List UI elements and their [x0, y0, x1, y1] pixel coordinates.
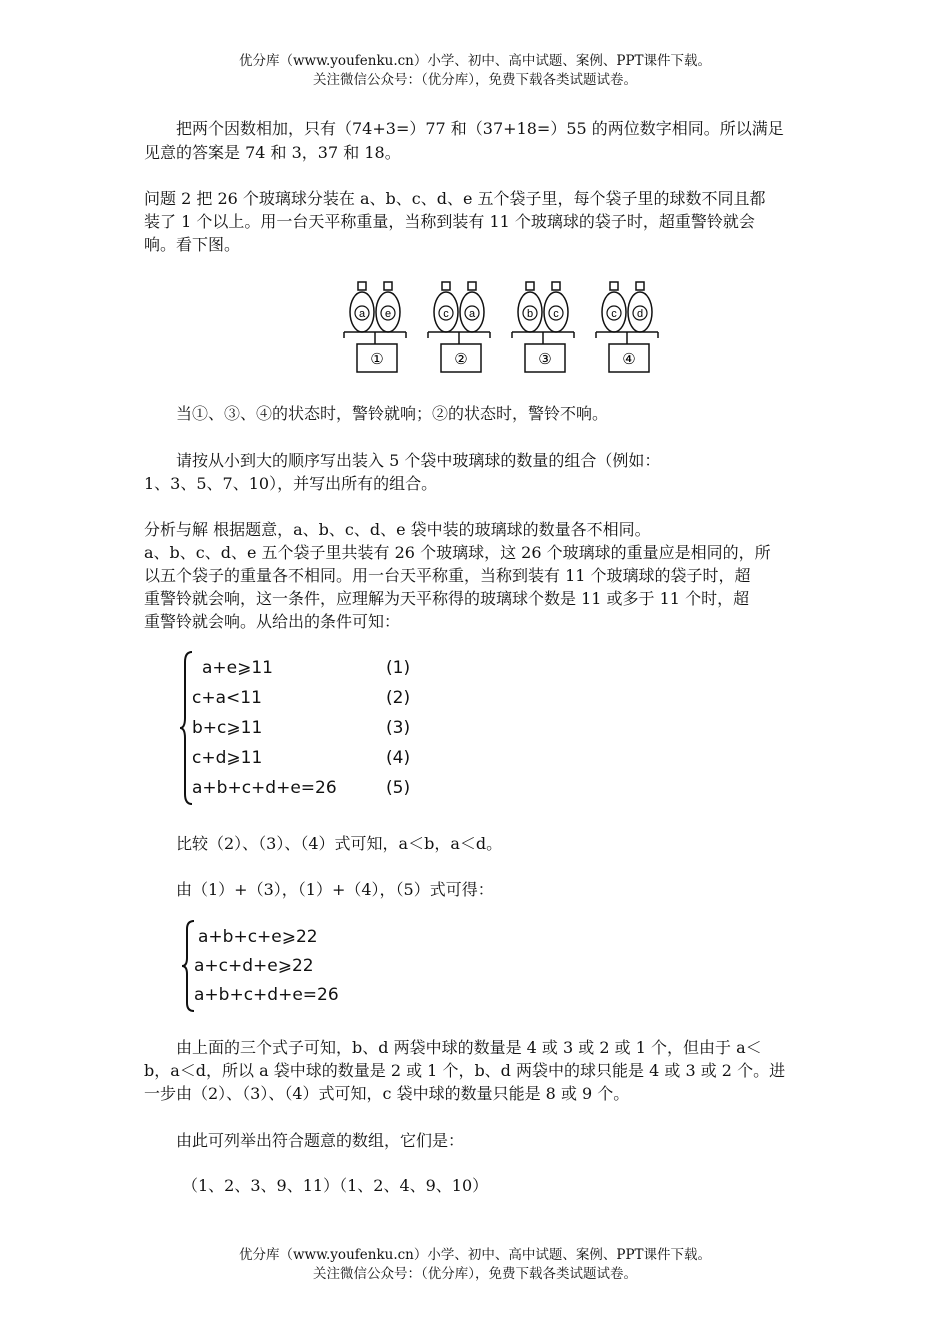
eq-1-tag: (1): [386, 658, 411, 678]
compare-sentence: 比较（2）、（3）、（4）式可知，a＜b，a＜d。: [176, 834, 503, 853]
balance-scale-figure: [340, 280, 680, 380]
bag-right: [460, 282, 484, 332]
bag-label: e: [384, 308, 392, 320]
bag-label: a: [468, 308, 476, 320]
inequality-system-2: [194, 925, 394, 1015]
bag-left: [434, 282, 458, 332]
ask-line-1: 请按从小到大的顺序写出装入 5 个袋中玻璃球的数量的组合（例如：: [176, 451, 661, 470]
eq-3-expr: b+c⩾11: [192, 718, 263, 738]
analysis-line-5: 重警铃就会响。从给出的条件可知：: [144, 612, 401, 631]
conclusion-line-1: 由上面的三个式子可知，b、d 两袋中球的数量是 4 或 3 或 2 或 1 个，但由于 a＜: [176, 1038, 762, 1057]
scale-number: ③: [538, 350, 552, 368]
scale-3: [512, 282, 574, 372]
conclusion-line-3: 一步由（2）、（3）、（4）式可知，c 袋中球的数量只能是 8 或 9 个。: [144, 1084, 630, 1103]
analysis-line-2: a、b、c、d、e 五个袋子里共装有 26 个玻璃球，这 26 个玻璃球的重量应是相同的，所: [144, 543, 771, 562]
question-2-line-1: 问题 2 把 26 个玻璃球分装在 a、b、c、d、e 五个袋子里，每个袋子里的球数不同且都: [144, 189, 766, 208]
para-1-line-2: 见意的答案是 74 和 3，37 和 18。: [144, 143, 401, 162]
para-1-line-1: 把两个因数相加，只有（74+3=）77 和（37+18=）55 的两位数字相同。所以满足: [176, 119, 784, 138]
analysis-line-1: 分析与解 根据题意，a、b、c、d、e 袋中装的玻璃球的数量各不相同。: [144, 520, 651, 539]
eq-4-tag: (4): [386, 748, 411, 768]
analysis-line-4: 重警铃就会响，这一条件，应理解为天平称得的玻璃球个数是 11 或多于 11 个时，超: [144, 589, 750, 608]
bag-label: c: [611, 308, 617, 320]
bag-right: [544, 282, 568, 332]
footer-line-1: 优分库（www.youfenku.cn）小学、初中、高中试题、案例、PPT课件下载。: [238, 1247, 712, 1263]
bag-label: a: [358, 308, 366, 320]
scale-2: [428, 282, 490, 372]
page-footer: [0, 1246, 950, 1284]
eq2-1-expr: a+b+c+e⩾22: [198, 927, 318, 947]
bag-label: b: [526, 308, 534, 320]
bag-label: d: [636, 308, 644, 320]
footer-line-2: 关注微信公众号：（优分库），免费下载各类试题试卷。: [313, 1266, 637, 1282]
eq-2-expr: c+a<11: [192, 688, 262, 708]
answer-list: （1、2、3、9、11）（1、2、4、9、10）: [182, 1176, 489, 1195]
eq2-3-expr: a+b+c+d+e=26: [194, 985, 339, 1005]
derive-sentence: 由（1）+（3），（1）+（4），（5）式可得：: [176, 880, 494, 899]
eq-4-expr: c+d⩾11: [192, 748, 263, 768]
header-line-1: 优分库（www.youfenku.cn）小学、初中、高中试题、案例、PPT课件下载。: [238, 53, 712, 69]
bag-label: c: [443, 308, 449, 320]
question-2-line-2: 装了 1 个以上。用一台天平称重量，当称到装有 11 个玻璃球的袋子时，超重警铃就会: [144, 212, 755, 231]
bag-right: [376, 282, 400, 332]
question-2-line-3: 响。看下图。: [144, 235, 241, 254]
scale-number: ④: [622, 350, 636, 368]
eq-5-expr: a+b+c+d+e=26: [192, 778, 337, 798]
bag-left: [518, 282, 542, 332]
scale-1: [344, 282, 406, 372]
eq-5-tag: (5): [386, 778, 411, 798]
ask-line-2: 1、3、5、7、10），并写出所有的组合。: [144, 474, 438, 493]
eq-3-tag: (3): [386, 718, 411, 738]
bag-label: c: [553, 308, 559, 320]
eq2-2-expr: a+c+d+e⩾22: [194, 956, 314, 976]
bag-left: [350, 282, 374, 332]
header-line-2: 关注微信公众号：（优分库），免费下载各类试题试卷。: [313, 72, 637, 88]
analysis-line-3: 以五个袋子的重量各不相同。用一台天平称重，当称到装有 11 个玻璃球的袋子时，超: [144, 566, 751, 585]
eq-1-expr: a+e⩾11: [202, 658, 273, 678]
bag-left: [602, 282, 626, 332]
bag-right: [628, 282, 652, 332]
page-header: [0, 52, 950, 90]
conclusion-line-2: b，a＜d，所以 a 袋中球的数量是 2 或 1 个，b、d 两袋中的球只能是 4 或 3 或 2 个。进: [144, 1061, 786, 1080]
state-sentence: 当①、③、④的状态时，警铃就响；②的状态时，警铃不响。: [176, 404, 609, 423]
eq-2-tag: (2): [386, 688, 411, 708]
scale-number: ②: [454, 350, 468, 368]
scale-number: ①: [370, 350, 384, 368]
scale-4: [596, 282, 658, 372]
inequality-system-1: [192, 656, 452, 811]
list-intro: 由此可列举出符合题意的数组，它们是：: [176, 1131, 465, 1150]
